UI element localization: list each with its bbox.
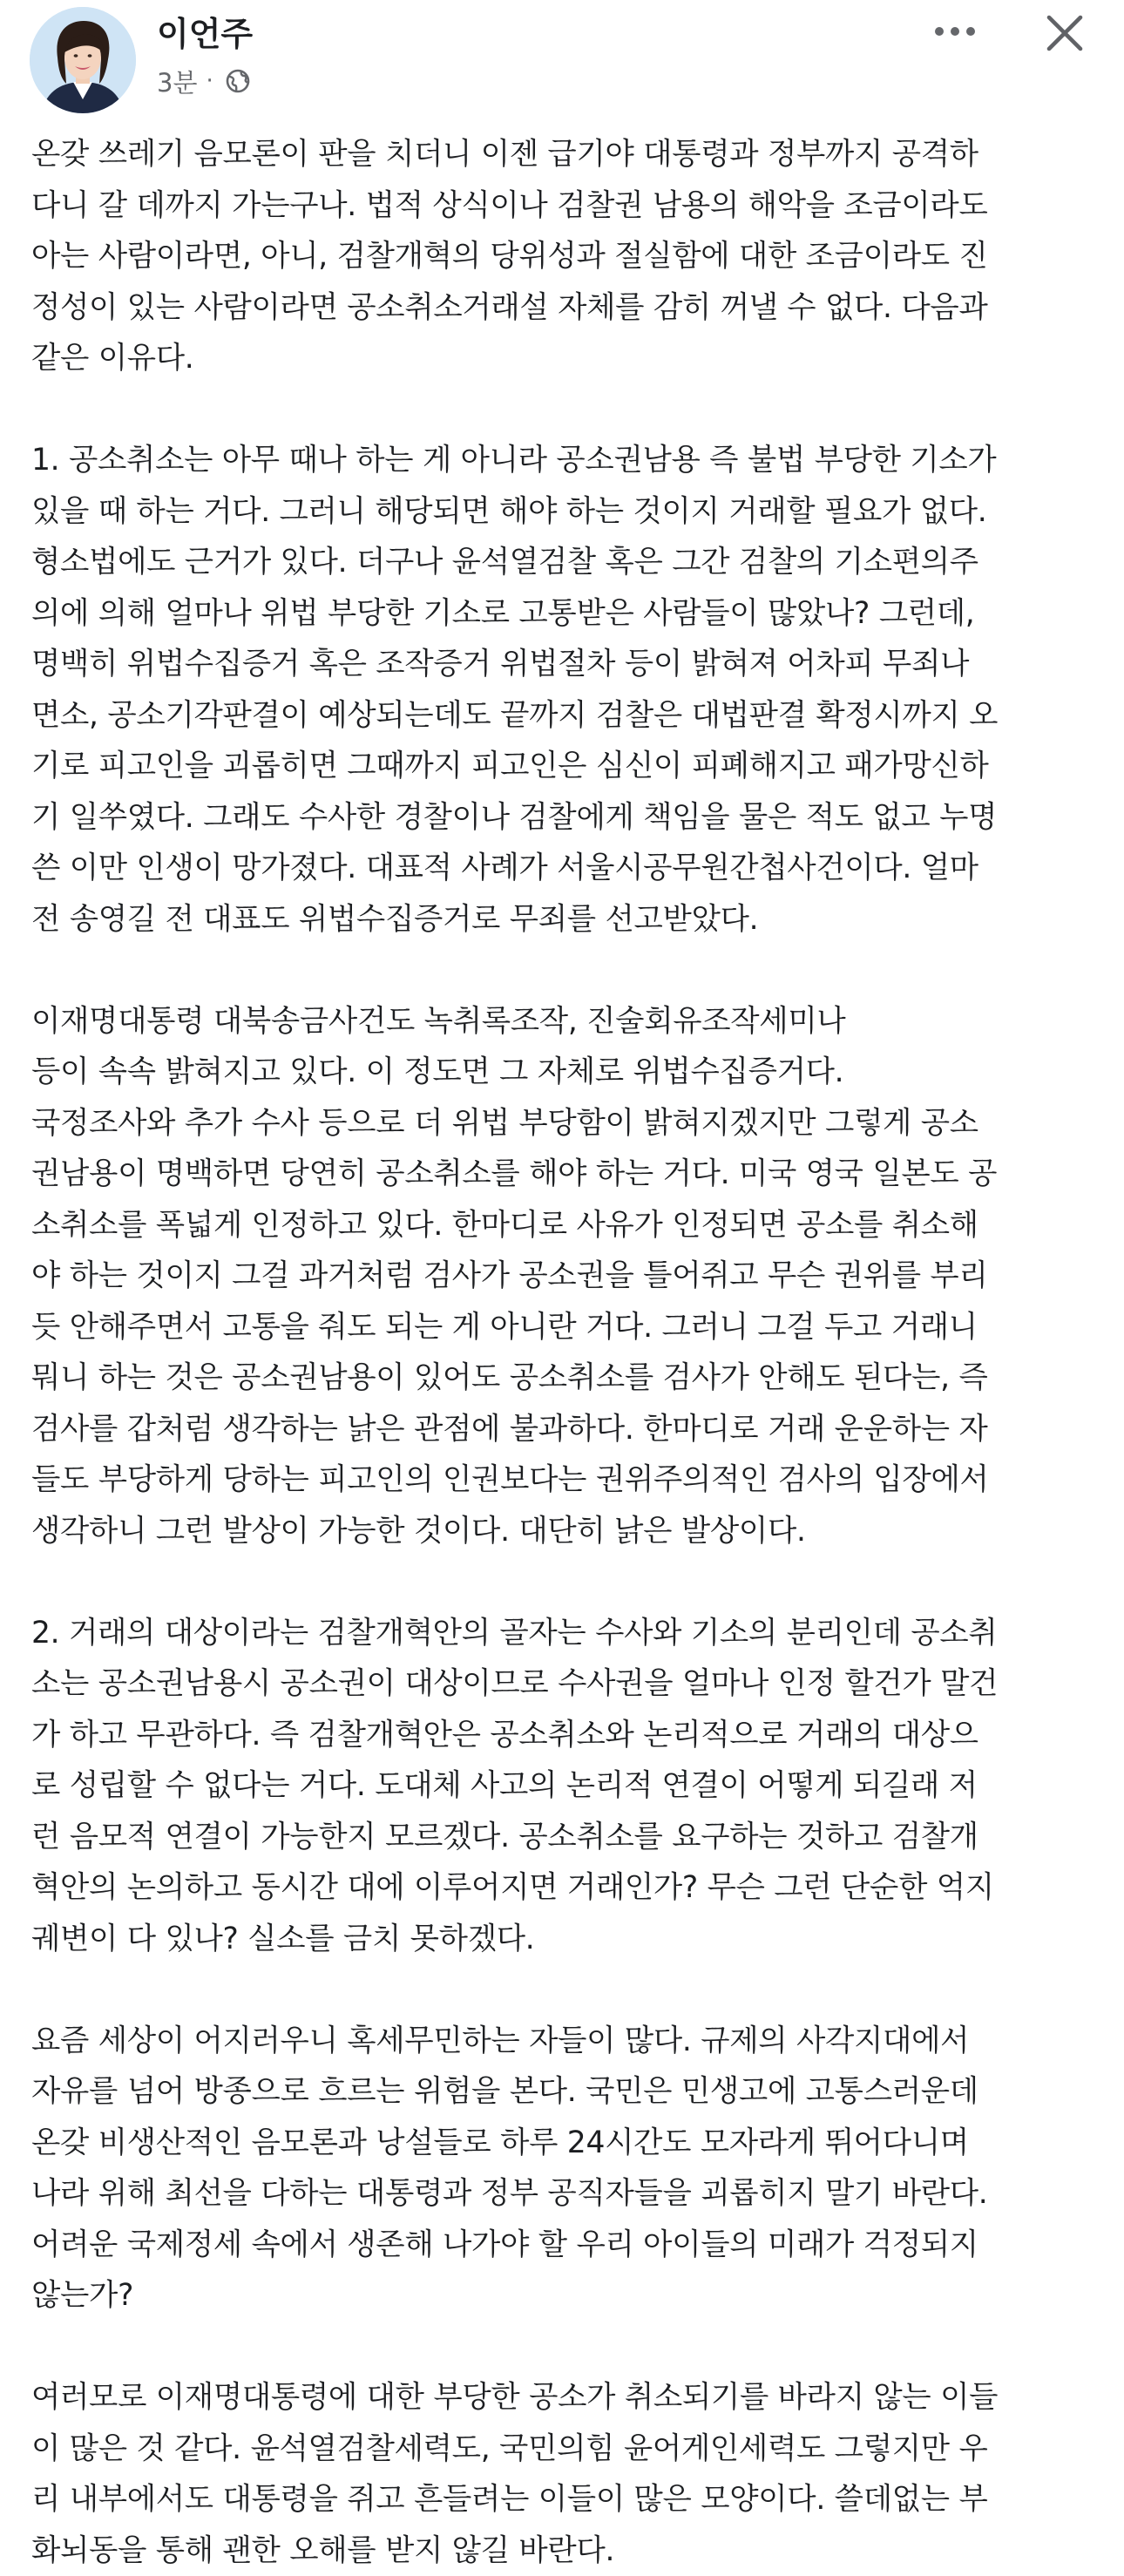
text-line: 검사를 갑처럼 생각하는 낡은 관점에 불과하다. 한마디로 거래 운운하는 자 bbox=[31, 1404, 1096, 1455]
text-line: 듯 안해주면서 고통을 줘도 되는 게 아니란 거다. 그러니 그걸 두고 거래니 bbox=[31, 1302, 1096, 1353]
text-line: 가 하고 무관하다. 즉 검찰개혁안은 공소취소와 논리적으로 거래의 대상으 bbox=[31, 1710, 1096, 1761]
text-line: 이 많은 것 같다. 윤석열검찰세력도, 국민의힘 윤어게인세력도 그렇지만 우 bbox=[31, 2423, 1096, 2475]
text-line: 들도 부당하게 당하는 피고인의 인권보다는 권위주의적인 검사의 입장에서 bbox=[31, 1454, 1096, 1506]
post-header bbox=[0, 0, 1124, 113]
post-paragraph bbox=[31, 2016, 1096, 2322]
post-paragraph bbox=[31, 996, 1096, 1557]
author-name[interactable]: 이언주 bbox=[157, 12, 253, 56]
text-line: 같은 이유다. bbox=[31, 333, 1096, 384]
text-line: 정성이 있는 사람이라면 공소취소거래설 자체를 감히 꺼낼 수 없다. 다음과 bbox=[31, 282, 1096, 334]
text-line: 생각하니 그런 발상이 가능한 것이다. 대단히 낡은 발상이다. bbox=[31, 1506, 1096, 1557]
text-line: 런 음모적 연결이 가능한지 모르겠다. 공소취소를 요구하는 것하고 검찰개 bbox=[31, 1812, 1096, 1863]
text-line: 기로 피고인을 괴롭히면 그때까지 피고인은 심신이 피폐해지고 패가망신하 bbox=[31, 741, 1096, 792]
more-options-button[interactable] bbox=[924, 9, 986, 54]
text-line: 여러모로 이재명대통령에 대한 부당한 공소가 취소되기를 바라지 않는 이들 bbox=[31, 2372, 1096, 2423]
post-time[interactable]: 3분 bbox=[157, 64, 197, 99]
text-line: 의에 의해 얼마나 위법 부당한 기소로 고통받은 사람들이 많았나? 그런데, bbox=[31, 588, 1096, 640]
text-line: 온갖 비생산적인 음모론과 낭설들로 하루 24시간도 모자라게 뛰어다니며 bbox=[31, 2118, 1096, 2169]
more-horizontal-icon bbox=[924, 23, 986, 40]
text-line: 전 송영길 전 대표도 위법수집증거로 무죄를 선고받았다. bbox=[31, 894, 1096, 946]
text-line: 로 성립할 수 없다는 거다. 도대체 사고의 논리적 연결이 어떻게 되길래 저 bbox=[31, 1760, 1096, 1812]
text-line: 자유를 넘어 방종으로 흐르는 위험을 본다. 국민은 민생고에 고통스러운데 bbox=[31, 2066, 1096, 2118]
globe-icon[interactable] bbox=[224, 67, 252, 95]
text-line: 명백히 위법수집증거 혹은 조작증거 위법절차 등이 밝혀져 어차피 무죄나 bbox=[31, 639, 1096, 690]
text-line: 리 내부에서도 대통령을 쥐고 흔들려는 이들이 많은 모양이다. 쓸데없는 부 bbox=[31, 2474, 1096, 2525]
text-line: 면소, 공소기각판결이 예상되는데도 끝까지 검찰은 대법판결 확정시까지 오 bbox=[31, 690, 1096, 742]
close-button[interactable] bbox=[1039, 7, 1091, 59]
text-line: 어려운 국제정세 속에서 생존해 나가야 할 우리 아이들의 미래가 걱정되지 bbox=[31, 2220, 1096, 2271]
text-line: 이재명대통령 대북송금사건도 녹취록조작, 진술회유조작세미나 bbox=[31, 996, 1096, 1047]
text-line: 소는 공소권남용시 공소권이 대상이므로 수사권을 얼마나 인정 할건가 말건 bbox=[31, 1658, 1096, 1710]
close-icon bbox=[1044, 12, 1086, 54]
text-line: 권남용이 명백하면 당연히 공소취소를 해야 하는 거다. 미국 영국 일본도 공 bbox=[31, 1149, 1096, 1200]
text-line: 국정조사와 추가 수사 등으로 더 위법 부당함이 밝혀지겠지만 그렇게 공소 bbox=[31, 1098, 1096, 1149]
text-line: 화뇌동을 통해 괜한 오해를 받지 않길 바란다. bbox=[31, 2525, 1096, 2576]
text-line: 2. 거래의 대상이라는 검찰개혁안의 골자는 수사와 기소의 분리인데 공소취 bbox=[31, 1608, 1096, 1659]
text-line: 아는 사람이라면, 아니, 검찰개혁의 당위성과 절실함에 대한 조금이라도 진 bbox=[31, 231, 1096, 282]
text-line: 뭐니 하는 것은 공소권남용이 있어도 공소취소를 검사가 안해도 된다는, 즉 bbox=[31, 1352, 1096, 1404]
text-line: 궤변이 다 있나? 실소를 금치 못하겠다. bbox=[31, 1914, 1096, 1965]
text-line: 온갖 쓰레기 음모론이 판을 치더니 이젠 급기야 대통령과 정부까지 공격하 bbox=[31, 129, 1096, 180]
post-paragraph bbox=[31, 1608, 1096, 1965]
text-line: 요즘 세상이 어지러우니 혹세무민하는 자들이 많다. 규제의 사각지대에서 bbox=[31, 2016, 1096, 2067]
text-line: 혁안의 논의하고 동시간 대에 이루어지면 거래인가? 무슨 그런 단순한 억지 bbox=[31, 1862, 1096, 1914]
post-meta bbox=[157, 63, 252, 99]
text-line: 있을 때 하는 거다. 그러니 해당되면 해야 하는 것이지 거래할 필요가 없다. bbox=[31, 486, 1096, 538]
post-text bbox=[31, 129, 1096, 2576]
text-line: 야 하는 것이지 그걸 과거처럼 검사가 공소권을 틀어쥐고 무슨 권위를 부리 bbox=[31, 1251, 1096, 1302]
text-line: 등이 속속 밝혀지고 있다. 이 정도면 그 자체로 위법수집증거다. bbox=[31, 1047, 1096, 1098]
profile-photo bbox=[30, 7, 136, 113]
text-line: 기 일쑤였다. 그래도 수사한 경찰이나 검찰에게 책임을 물은 적도 없고 누명 bbox=[31, 792, 1096, 844]
text-line: 1. 공소취소는 아무 때나 하는 게 아니라 공소권남용 즉 불법 부당한 기소가 bbox=[31, 435, 1096, 486]
text-line: 형소법에도 근거가 있다. 더구나 윤석열검찰 혹은 그간 검찰의 기소편의주 bbox=[31, 537, 1096, 588]
text-line: 소취소를 폭넓게 인정하고 있다. 한마디로 사유가 인정되면 공소를 취소해 bbox=[31, 1200, 1096, 1251]
post-paragraph bbox=[31, 435, 1096, 945]
text-line: 쓴 이만 인생이 망가졌다. 대표적 사례가 서울시공무원간첩사건이다. 얼마 bbox=[31, 843, 1096, 894]
post-paragraph bbox=[31, 129, 1096, 384]
avatar[interactable] bbox=[30, 7, 136, 113]
meta-separator: · bbox=[206, 68, 213, 94]
text-line: 다니 갈 데까지 가는구나. 법적 상식이나 검찰권 남용의 해악을 조금이라도 bbox=[31, 180, 1096, 232]
text-line: 않는가? bbox=[31, 2270, 1096, 2322]
post-paragraph bbox=[31, 2372, 1096, 2576]
text-line: 나라 위해 최선을 다하는 대통령과 정부 공직자들을 괴롭히지 말기 바란다. bbox=[31, 2168, 1096, 2220]
